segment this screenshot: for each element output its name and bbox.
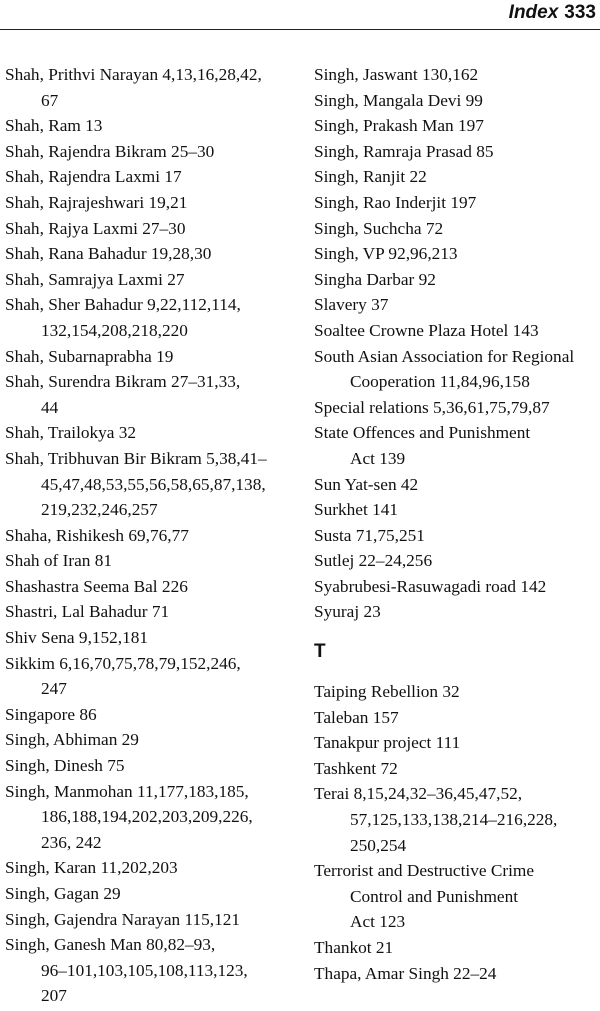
index-entry-text: Singh, VP 92,96,213 xyxy=(314,244,458,264)
index-entry-text: Singh, Suchcha 72 xyxy=(314,218,444,238)
index-entry-continuation: 44 xyxy=(41,397,59,417)
index-entry-continuation: 67 xyxy=(41,90,59,110)
index-entry-text: Sikkim 6,16,70,75,78,79,152,246, xyxy=(5,653,241,673)
index-entry xyxy=(5,548,297,574)
index-entry-text: Shastri, Lal Bahadur 71 xyxy=(5,602,170,622)
index-entry xyxy=(5,599,297,625)
index-entries-t xyxy=(314,679,600,986)
index-entry xyxy=(314,497,600,523)
index-entry xyxy=(5,344,297,370)
index-entry xyxy=(5,779,297,856)
index-entry-text: Singh, Ranjit 22 xyxy=(314,167,427,187)
index-entry xyxy=(5,216,297,242)
index-entry xyxy=(314,292,600,318)
index-entry-text: Shah, Subarnaprabha 19 xyxy=(5,346,174,366)
index-entry-text: Shah, Trailokya 32 xyxy=(5,423,137,443)
index-entry xyxy=(5,62,297,113)
index-entry xyxy=(314,523,600,549)
index-entry-text: Syabrubesi-Rasuwagadi road 142 xyxy=(314,576,547,596)
index-entry-text: Singh, Gagan 29 xyxy=(5,884,121,903)
index-entry-text: Terai 8,15,24,32–36,45,47,52, xyxy=(314,784,523,804)
index-entry xyxy=(314,318,600,344)
index-entry xyxy=(314,730,600,756)
index-entry-text: Sun Yat-sen 42 xyxy=(314,474,419,494)
index-entry xyxy=(314,164,600,190)
index-entry-text: Syuraj 23 xyxy=(314,602,381,622)
index-entry-text: Shah, Ram 13 xyxy=(5,116,103,136)
index-entry-text: Surkhet 141 xyxy=(314,500,399,520)
index-entries-s xyxy=(314,62,600,625)
index-entry xyxy=(314,781,600,858)
index-entry-text: Shah, Tribhuvan Bir Bikram 5,38,41– xyxy=(5,448,267,468)
index-entry xyxy=(5,241,297,267)
index-entry xyxy=(314,705,600,731)
index-entry-text: Tashkent 72 xyxy=(314,758,398,778)
index-entry-text: Tanakpur project 111 xyxy=(314,733,461,753)
index-entry xyxy=(314,599,600,625)
index-entry-text: Thapa, Amar Singh 22–24 xyxy=(314,963,497,983)
index-entry-text: Shiv Sena 9,152,181 xyxy=(5,628,149,648)
index-entry xyxy=(5,164,297,190)
index-entry-text: Shah, Surendra Bikram 27–31,33, xyxy=(5,372,241,392)
index-entry-continuation: 236, 242 xyxy=(41,832,102,852)
index-entry xyxy=(5,420,297,446)
index-entry xyxy=(5,855,297,881)
index-entry xyxy=(314,935,600,961)
index-entry xyxy=(314,679,600,705)
index-entry-text: Singh, Karan 11,202,203 xyxy=(5,858,178,878)
index-entry xyxy=(5,523,297,549)
index-entry xyxy=(314,113,600,139)
index-entry-text: Singh, Jaswant 130,162 xyxy=(314,65,479,84)
index-entry xyxy=(314,241,600,267)
index-entry-text: Singh, Manmohan 11,177,183,185, xyxy=(5,781,249,801)
index-entry xyxy=(5,113,297,139)
index-column-right xyxy=(314,62,600,986)
index-entry xyxy=(314,88,600,114)
index-entry-text: Shah, Rajrajeshwari 19,21 xyxy=(5,192,188,212)
index-entry-text: State Offences and Punishment xyxy=(314,423,531,443)
page-header xyxy=(0,0,600,30)
page-number: 333 xyxy=(564,2,596,23)
index-entry-continuation: 45,47,48,53,55,56,58,65,87,138, xyxy=(41,474,266,494)
index-entry xyxy=(5,190,297,216)
index-entry-continuation: 207 xyxy=(41,986,67,1006)
index-entry-continuation: Act 123 xyxy=(350,912,406,932)
index-entry xyxy=(5,369,297,420)
index-entry-continuation: 96–101,103,105,108,113,123, xyxy=(41,960,248,980)
index-entry-text: Singh, Ganesh Man 80,82–93, xyxy=(5,935,216,955)
index-entry-continuation: 219,232,246,257 xyxy=(41,500,158,520)
index-entry-text: Terrorist and Destructive Crime xyxy=(314,861,535,881)
index-entry-text: Shah, Rana Bahadur 19,28,30 xyxy=(5,244,212,264)
index-entry xyxy=(5,651,297,702)
index-entry-continuation: 186,188,194,202,203,209,226, xyxy=(41,807,253,827)
index-entry-text: Singh, Ramraja Prasad 85 xyxy=(314,141,494,161)
index-entry xyxy=(5,907,297,933)
index-entry-text: Shah, Rajendra Bikram 25–30 xyxy=(5,141,215,161)
index-entry-text: Shashastra Seema Bal 226 xyxy=(5,576,188,596)
index-entry-continuation: Control and Punishment xyxy=(350,886,519,906)
index-entry-text: Susta 71,75,251 xyxy=(314,525,425,545)
index-entry-text: Shah, Sher Bahadur 9,22,112,114, xyxy=(5,295,241,315)
index-entry xyxy=(5,753,297,779)
index-entry xyxy=(5,702,297,728)
index-entry xyxy=(5,574,297,600)
index-entry-text: Singh, Gajendra Narayan 115,121 xyxy=(5,909,240,929)
index-entry-text: Singh, Prakash Man 197 xyxy=(314,116,484,136)
index-entry-text: Singh, Mangala Devi 99 xyxy=(314,90,483,110)
index-entry xyxy=(314,139,600,165)
index-entry-text: Singh, Rao Inderjit 197 xyxy=(314,192,477,212)
index-entry-text: Thankot 21 xyxy=(314,938,394,957)
index-entry-text: Shah, Prithvi Narayan 4,13,16,28,42, xyxy=(5,65,262,84)
index-entry xyxy=(5,446,297,523)
index-column-left xyxy=(5,62,297,1009)
index-entry xyxy=(314,756,600,782)
index-entry-text: Special relations 5,36,61,75,79,87 xyxy=(314,397,550,417)
header-rule xyxy=(0,29,600,30)
index-entry-text: Singha Darbar 92 xyxy=(314,269,436,289)
index-entry-text: Shah, Rajendra Laxmi 17 xyxy=(5,167,182,187)
index-entry xyxy=(314,574,600,600)
index-entry xyxy=(314,961,600,987)
index-entry-continuation: 57,125,133,138,214–216,228, xyxy=(350,810,558,830)
index-entry xyxy=(314,395,600,421)
index-entry-text: Shah of Iran 81 xyxy=(5,551,113,571)
index-entry-text: Singh, Dinesh 75 xyxy=(5,756,125,776)
index-entry xyxy=(5,267,297,293)
index-entry xyxy=(314,216,600,242)
section-letter-heading: T xyxy=(314,641,326,663)
index-entry-text: Shah, Samrajya Laxmi 27 xyxy=(5,269,185,289)
index-entry xyxy=(314,62,600,88)
index-entry xyxy=(314,267,600,293)
index-entry xyxy=(5,292,297,343)
index-entry xyxy=(314,548,600,574)
index-entry xyxy=(314,472,600,498)
index-entry-text: Singapore 86 xyxy=(5,704,97,724)
index-entry xyxy=(5,139,297,165)
index-entry xyxy=(5,932,297,1009)
index-entry xyxy=(314,858,600,935)
running-head-label: Index xyxy=(508,2,559,23)
index-entry-text: Soaltee Crowne Plaza Hotel 143 xyxy=(314,320,539,340)
index-entry xyxy=(5,727,297,753)
index-entry xyxy=(314,344,600,395)
index-entry-continuation: Act 139 xyxy=(350,448,406,468)
index-entry xyxy=(5,625,297,651)
index-entry-text: Taleban 157 xyxy=(314,707,399,727)
index-entry-text: Taiping Rebellion 32 xyxy=(314,682,460,702)
index-entry-text: Shah, Rajya Laxmi 27–30 xyxy=(5,218,186,238)
index-entry xyxy=(5,881,297,907)
index-entry-text: South Asian Association for Regional xyxy=(314,346,575,366)
index-entry-text: Sutlej 22–24,256 xyxy=(314,551,433,571)
running-head xyxy=(509,2,596,24)
index-entry-continuation: 247 xyxy=(41,679,67,699)
index-entry-text: Singh, Abhiman 29 xyxy=(5,730,139,750)
index-entry xyxy=(314,190,600,216)
index-entry-continuation: 132,154,208,218,220 xyxy=(41,320,188,340)
index-entry-text: Slavery 37 xyxy=(314,295,389,315)
index-entry xyxy=(314,420,600,471)
index-entry-continuation: Cooperation 11,84,96,158 xyxy=(350,372,530,392)
index-entry-continuation: 250,254 xyxy=(350,835,407,855)
index-entry-text: Shaha, Rishikesh 69,76,77 xyxy=(5,525,189,545)
